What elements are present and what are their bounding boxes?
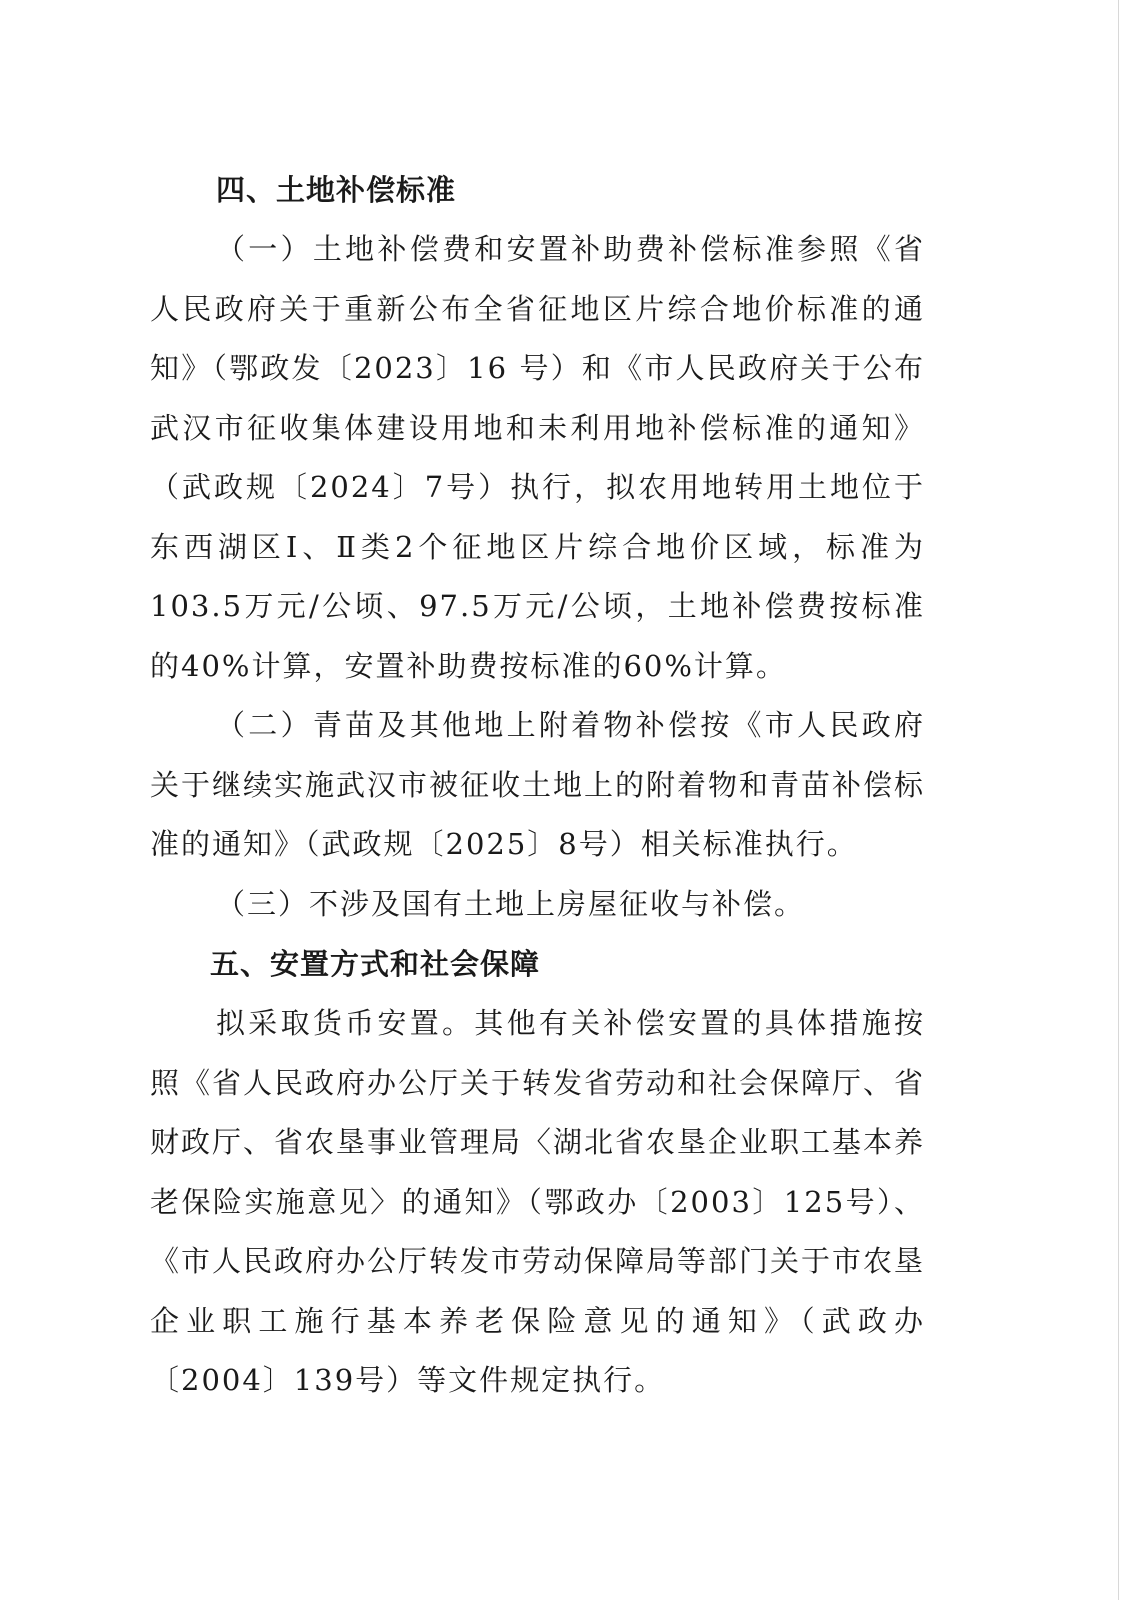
section-5-paragraph: 拟采取货币安置。其他有关补偿安置的具体措施按照《省人民政府办公厅关于转发省劳动和社会保障厅、省财政厅、省农垦事业管理局〈湖北省农垦企业职工基本养老保险实施意见〉的通知》（鄂政办〔2003〕125号）、《市人民政府办公厅转发市劳动保障局等部门关于市农垦企业职工施行基本养老保险意见的通知》（武政办〔2004〕139号）等文件规定执行。: [150, 1006, 926, 1397]
section-4-item-2: （二）青苗及其他地上附着物补偿按《市人民政府关于继续实施武汉市被征收土地上的附着物和青苗补偿标准的通知》（武政规〔2025〕8号）相关标准执行。: [150, 708, 926, 861]
section-5-heading: 五、安置方式和社会保障: [210, 947, 541, 981]
page-edge-line: [1118, 0, 1119, 1600]
section-4-item-1: （一）土地补偿费和安置补助费补偿标准参照《省人民政府关于重新公布全省征地区片综合地价标准的通知》（鄂政发〔2023〕16 号）和《市人民政府关于公布武汉市征收集体建设用地和未利用地补偿标准的通知》（武政规〔2024〕7号）执行，拟农用地转用土地位于东西湖区Ⅰ、Ⅱ类2个征地区片综合地价区域，标准为103.5万元/公顷、97.5万元/公顷，土地补偿费按标准的40%计算，安置补助费按标准的60%计算。: [150, 232, 925, 683]
document-body: [150, 160, 925, 1411]
section-4-heading: 四、土地补偿标准: [216, 173, 457, 207]
section-4-item-3: （三）不涉及国有土地上房屋征收与补偿。: [216, 886, 806, 921]
